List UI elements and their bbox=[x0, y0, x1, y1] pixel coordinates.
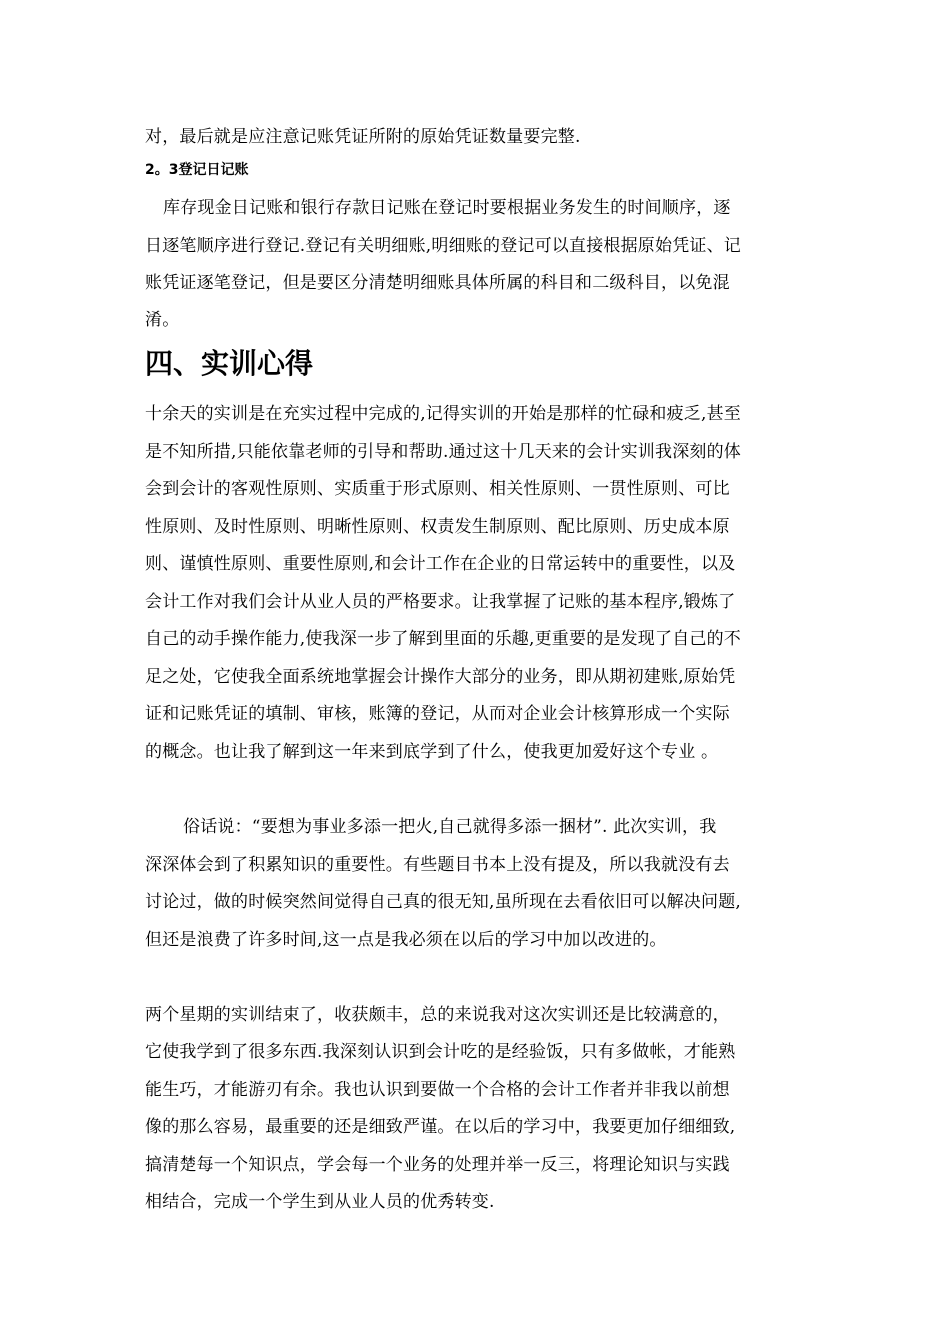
paragraph-line: 足之处，它使我全面系统地掌握会计操作大部分的业务，即从期初建账,原始凭 bbox=[145, 667, 736, 687]
paragraph-line: 但还是浪费了许多时间,这一点是我必须在以后的学习中加以改进的。 bbox=[145, 930, 667, 950]
paragraph-line: 能生巧，才能游刃有余。我也认识到要做一个合格的会计工作者并非我以前想 bbox=[145, 1080, 730, 1100]
paragraph-line: 十余天的实训是在充实过程中完成的,记得实训的开始是那样的忙碌和疲乏,甚至 bbox=[145, 404, 742, 424]
paragraph-line: 是不知所措,只能依靠老师的引导和帮助.通过这十几天来的会计实训我深刻的体 bbox=[145, 442, 742, 462]
paragraph-line: 会到会计的客观性原则、实质重于形式原则、相关性原则、一贯性原则、可比 bbox=[145, 479, 730, 499]
paragraph-line: 它使我学到了很多东西.我深刻认识到会计吃的是经验饭，只有多做帐，才能熟 bbox=[145, 1042, 736, 1062]
paragraph-line: 像的那么容易，最重要的还是细致严谨。在以后的学习中，我要更加仔细细致, bbox=[145, 1117, 736, 1137]
paragraph-line: 的概念。也让我了解到这一年来到底学到了什么，使我更加爱好这个专业 。 bbox=[145, 742, 719, 762]
paragraph-line: 深深体会到了积累知识的重要性。有些题目书本上没有提及，所以我就没有去 bbox=[145, 855, 730, 875]
paragraph-line: 相结合，完成一个学生到从业人员的优秀转变. bbox=[145, 1192, 495, 1212]
paragraph-line: 日逐笔顺序进行登记.登记有关明细账,明细账的登记可以直接根据原始凭证、记 bbox=[145, 236, 742, 256]
paragraph-line: 证和记账凭证的填制、审核，账簿的登记，从而对企业会计核算形成一个实际 bbox=[145, 704, 730, 724]
paragraph-line: 俗话说：“要想为事业多添一把火,自己就得多添一捆材”. 此次实训，我 bbox=[183, 817, 717, 837]
intro-line: 对，最后就是应注意记账凭证所附的原始凭证数量要完整. bbox=[145, 127, 581, 147]
paragraph-line: 库存现金日记账和银行存款日记账在登记时要根据业务发生的时间顺序，逐 bbox=[163, 198, 731, 218]
subsection-heading: 2。3登记日记账 bbox=[145, 162, 249, 178]
section-heading: 四、实训心得 bbox=[145, 347, 314, 380]
paragraph-line: 搞清楚每一个知识点，学会每一个业务的处理并举一反三，将理论知识与实践 bbox=[145, 1155, 730, 1175]
paragraph-line: 自己的动手操作能力,使我深一步了解到里面的乐趣,更重要的是发现了自己的不 bbox=[145, 629, 742, 649]
paragraph-line: 账凭证逐笔登记，但是要区分清楚明细账具体所属的科目和二级科目，以免混 bbox=[145, 273, 730, 293]
paragraph-line: 会计工作对我们会计从业人员的严格要求。让我掌握了记账的基本程序,锻炼了 bbox=[145, 592, 736, 612]
paragraph-line: 则、谨慎性原则、重要性原则,和会计工作在企业的日常运转中的重要性，以及 bbox=[145, 554, 736, 574]
paragraph-line: 淆。 bbox=[145, 310, 180, 330]
paragraph-line: 讨论过，做的时候突然间觉得自己真的很无知,虽所现在去看依旧可以解决问题, bbox=[145, 892, 742, 912]
paragraph-line: 性原则、及时性原则、明晰性原则、权责发生制原则、配比原则、历史成本原 bbox=[145, 517, 730, 537]
paragraph-line: 两个星期的实训结束了，收获颇丰，总的来说我对这次实训还是比较满意的， bbox=[145, 1005, 730, 1025]
